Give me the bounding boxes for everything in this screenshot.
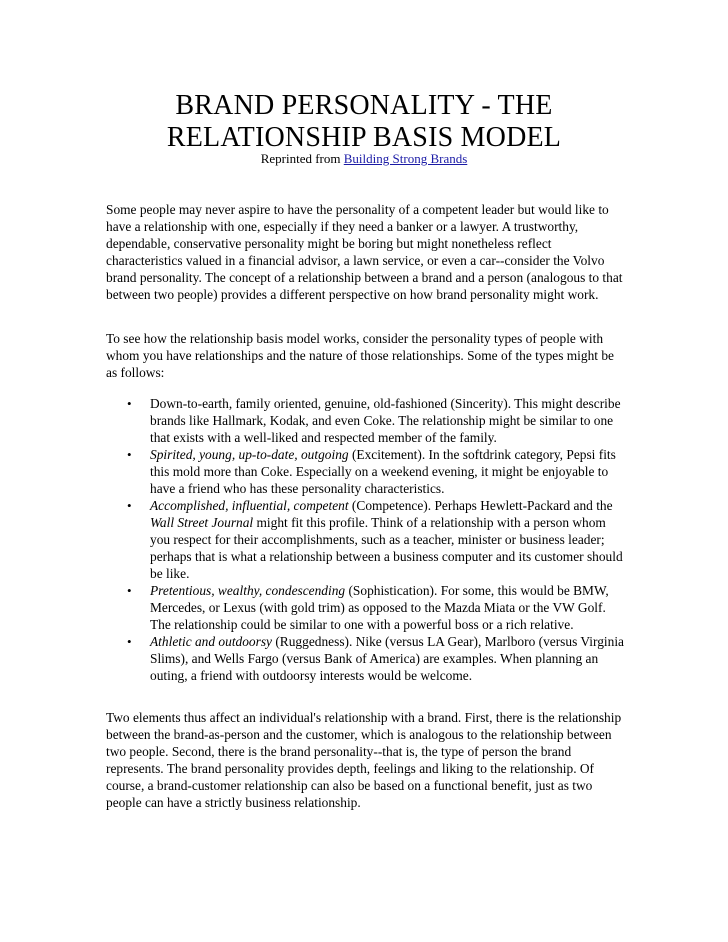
conclusion-paragraph: Two elements thus affect an individual's relationship with a brand. First, there is the relationship between the brand-as-person and the customer, which is analogous to the relationship between two people. Second, there is the brand personality--that is, the type of person the brand represents. The brand personality provides depth, feelings and liking to the relationship. Of course, a brand-customer relationship can also be based on a functional benefit, just as two people can have a strictly business relationship. xyxy=(106,710,622,810)
type-lead: Spirited, young, up-to-date, outgoing xyxy=(150,447,349,462)
page-title-line-2: RELATIONSHIP BASIS MODEL xyxy=(166,122,562,153)
list-item xyxy=(106,497,628,582)
type-description: (Ruggedness). Nike (versus LA Gear), Marlboro (versus Virginia Slims), and Wells Fargo (versus Bank of America) are examples. When planning an outing, a friend with outdoorsy interests would be welcome. xyxy=(150,634,624,683)
type-description-continued: might fit this profile. Think of a relationship with a person whom you respect for their accomplishments, such as a teacher, minister or business leader; perhaps that is what a relationship between a business computer and its customer should be like. xyxy=(150,515,623,581)
book-link[interactable]: Building Strong Brands xyxy=(343,151,468,166)
list-item xyxy=(106,446,628,497)
bullet-icon: • xyxy=(127,498,132,513)
list-item xyxy=(106,582,628,633)
bullet-icon: • xyxy=(127,396,132,411)
type-lead: Pretentious, wealthy, condescending xyxy=(150,583,346,598)
type-description: (Sophistication). For some, this would be BMW, Mercedes, or Lexus (with gold trim) as opposed to the Mazda Miata or the VW Golf. The relationship could be similar to one with a powerful boss or a rich relative. xyxy=(150,583,609,632)
type-lead: Down-to-earth, family oriented, genuine, old-fashioned xyxy=(150,396,448,411)
type-description: (Competence). Perhaps Hewlett-Packard and the xyxy=(348,498,613,513)
publication-name: Wall Street Journal xyxy=(150,515,254,530)
list-item xyxy=(106,395,628,446)
list-item xyxy=(106,633,628,684)
reprint-prefix: Reprinted from xyxy=(260,151,344,166)
types-intro-paragraph: To see how the relationship basis model works, consider the personality types of people with whom you have relationships and the nature of those relationships. Some of the types might be as follows: xyxy=(106,331,615,380)
page-title-line-1: BRAND PERSONALITY - THE xyxy=(175,90,553,121)
personality-types-list xyxy=(106,395,628,684)
type-description: (Sincerity). This might describe brands like Hallmark, Kodak, and even Coke. The relationship might be similar to one that exists with a well-liked and respected member of the family. xyxy=(150,396,621,445)
type-lead: Athletic and outdoorsy xyxy=(150,634,272,649)
type-description: (Excitement). In the softdrink category, Pepsi fits this mold more than Coke. Especially on a weekend evening, it might be enjoyable to have a friend who has these personality characteristics. xyxy=(150,447,616,496)
bullet-icon: • xyxy=(127,447,132,462)
type-lead: Accomplished, influential, competent xyxy=(150,498,349,513)
intro-paragraph: Some people may never aspire to have the personality of a competent leader but would like to have a relationship with one, especially if they need a banker or a lawyer. A trustworthy, dependable, conservative personality might be boring but might nonetheless reflect characteristics valued in a financial advisor, a lawn service, or even a car--consider the Volvo brand personality. The concept of a relationship between a brand and a person (analogous to that between two people) provides a different perspective on how brand personality might work. xyxy=(106,202,623,302)
bullet-icon: • xyxy=(127,583,132,598)
bullet-icon: • xyxy=(127,634,132,649)
reprint-credit xyxy=(0,151,728,167)
